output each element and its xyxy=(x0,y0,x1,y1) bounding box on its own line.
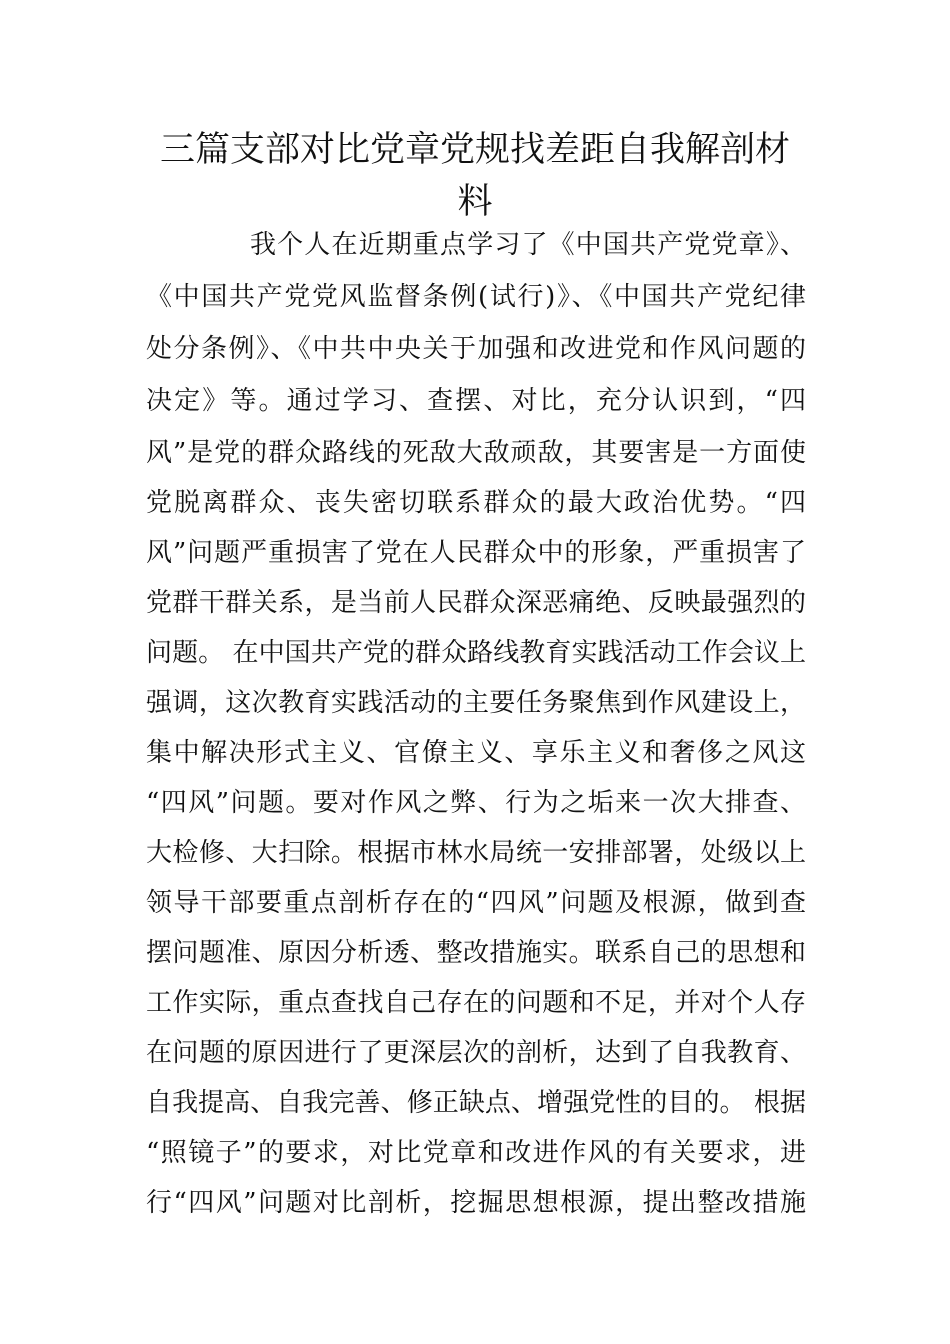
paragraph-line: 《中国共产党党风监督条例(试行)》、《中国共产党纪律 xyxy=(146,282,806,312)
paragraph-line: 党脱离群众、丧失密切联系群众的最大政治优势。“四 xyxy=(146,488,806,518)
document-title-line-1: 三篇支部对比党章党规找差距自我解剖材 xyxy=(159,130,790,170)
paragraph-line: 自我提高、自我完善、修正缺点、增强党性的目的。 根据 xyxy=(146,1088,806,1118)
paragraph-line: 我个人在近期重点学习了《中国共产党党章》、 xyxy=(250,230,806,260)
paragraph-line: 工作实际，重点查找自己存在的问题和不足，并对个人存 xyxy=(146,988,806,1018)
paragraph-line: 风”是党的群众路线的死敌大敌顽敌，其要害是一方面使 xyxy=(146,438,806,468)
paragraph-line: 风”问题严重损害了党在人民群众中的形象，严重损害了 xyxy=(146,538,806,568)
paragraph-line: 领导干部要重点剖析存在的“四风”问题及根源，做到查 xyxy=(146,888,806,918)
paragraph-line: 党群干群关系，是当前人民群众深恶痛绝、反映最强烈的 xyxy=(146,588,806,618)
paragraph-line: 集中解决形式主义、官僚主义、享乐主义和奢侈之风这 xyxy=(146,738,806,768)
paragraph-line: 在问题的原因进行了更深层次的剖析，达到了自我教育、 xyxy=(146,1038,806,1068)
paragraph-line: “四风”问题。要对作风之弊、行为之垢来一次大排查、 xyxy=(146,788,806,818)
paragraph-line: “照镜子”的要求，对比党章和改进作风的有关要求，进 xyxy=(146,1138,806,1168)
document-title-line-2: 料 xyxy=(457,182,493,222)
paragraph-line: 摆问题准、原因分析透、整改措施实。联系自己的思想和 xyxy=(146,938,806,968)
paragraph-line: 决定》等。通过学习、查摆、对比，充分认识到，“四 xyxy=(146,386,806,416)
paragraph-line: 处分条例》、《中共中央关于加强和改进党和作风问题的 xyxy=(146,334,806,364)
paragraph-line: 大检修、大扫除。根据市林水局统一安排部署，处级以上 xyxy=(146,838,806,868)
paragraph-line: 强调，这次教育实践活动的主要任务聚焦到作风建设上， xyxy=(146,688,806,718)
paragraph-line: 问题。 在中国共产党的群众路线教育实践活动工作会议上 xyxy=(146,638,806,668)
paragraph-line: 行“四风”问题对比剖析，挖掘思想根源，提出整改措施 xyxy=(146,1188,806,1218)
